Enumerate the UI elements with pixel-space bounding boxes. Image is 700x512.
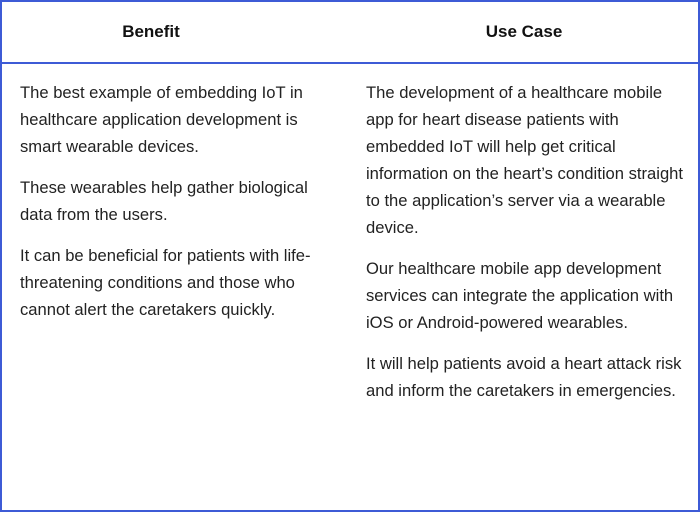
use-case-paragraph-1: The development of a healthcare mobile app for heart disease patients with embedded IoT will help get critical information on the heart’s condition straight to the application’s server via a wearable device. <box>366 83 684 237</box>
header-benefit: Benefit <box>122 22 180 41</box>
benefit-paragraph-2: These wearables help gather biological data from the users. <box>20 178 308 224</box>
table-header-row <box>2 2 698 64</box>
use-case-paragraph-3: It will help patients avoid a heart attack risk and inform the caretakers in emergencies. <box>366 354 682 400</box>
use-case-paragraph-2: Our healthcare mobile app development services can integrate the application with iOS or Android-powered wearables. <box>366 259 674 332</box>
benefit-cell <box>2 79 349 418</box>
benefit-paragraph-3: It can be beneficial for patients with life-threatening conditions and those who cannot alert the caretakers quickly. <box>20 246 311 319</box>
table-body-row <box>2 64 698 418</box>
use-case-cell <box>349 79 698 418</box>
header-use-case: Use Case <box>485 22 563 41</box>
benefit-paragraph-1: The best example of embedding IoT in healthcare application development is smart wearable devices. <box>20 83 303 156</box>
